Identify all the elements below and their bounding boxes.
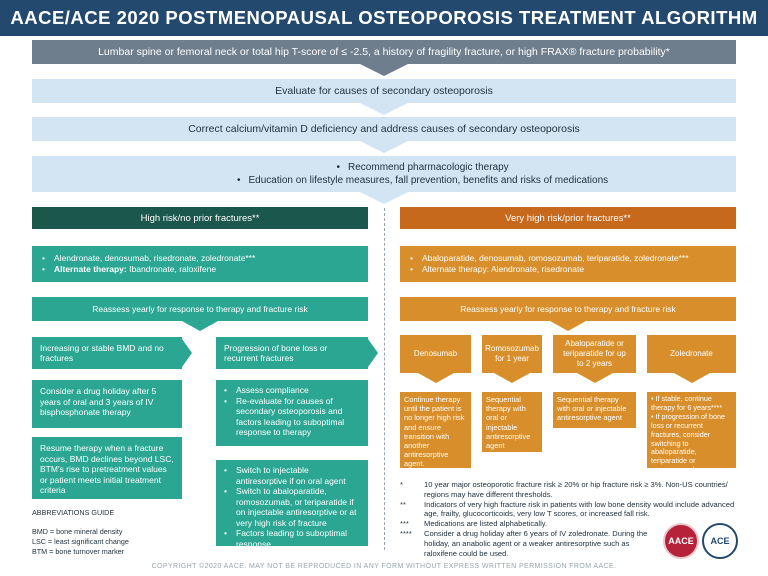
zoledronate-detail-text: • If stable, continue therapy for 6 years**** • If progression of bone loss or recurrent fractures, consider switching to abaloparatide, teriparatide or romosozumab: [651, 394, 726, 475]
left-reassess-box: [32, 297, 368, 321]
right-reassess-text: Reassess yearly for response to therapy and fracture risk: [460, 304, 676, 314]
evaluate-box: [32, 79, 736, 103]
abbreviations-guide: [32, 508, 212, 557]
aace-logo: [663, 523, 699, 559]
high-risk-alternate: [42, 264, 358, 275]
romosozumab-label: Romosozumab for 1 year: [485, 344, 539, 363]
recommend-item: • Education on lifestyle measures, fall prevention, benefits and risks of medications: [237, 174, 608, 187]
zoledronate-label: Zoledronate: [670, 349, 713, 358]
high-risk-therapy: • Alendronate, denosumab, risedronate, zoledronate***: [42, 253, 358, 264]
correct-text: Correct calcium/vitamin D deficiency and address causes of secondary osteoporosis: [188, 123, 580, 135]
abbreviations-title: ABBREVIATIONS GUIDE: [32, 508, 115, 517]
switch-item: • Switch to abaloparatide, romosozumab, or teriparatide if on injectable antiresorptive or at very high risk of fracture: [224, 486, 360, 528]
high-risk-therapy-box: [32, 246, 368, 282]
footnote: [400, 500, 740, 520]
very-high-risk-therapy-box: [400, 246, 736, 282]
footnote-mark: **: [400, 499, 406, 509]
switch-item: • Switch to injectable antiresorptive if on oral agent: [224, 465, 360, 486]
abaloparatide-label: Abaloparatide or teriparatide for up to 2 years: [563, 339, 626, 368]
footnote: [400, 529, 655, 558]
abbreviation-item: LSC = least significant change: [32, 537, 129, 546]
abbreviation-item: BTM = bone turnover marker: [32, 547, 125, 556]
copyright-footer: COPYRIGHT ©2020 AACE. MAY NOT BE REPRODUCED IN ANY FORM WITHOUT EXPRESS WRITTEN PERMISSION FROM AACE.: [151, 562, 617, 570]
abaloparatide-header: [553, 335, 636, 373]
resume-therapy-text: Resume therapy when a fracture occurs, BMD declines beyond LSC, BTM's rise to pretreatment values or patient meets initial treatment criteria: [40, 443, 174, 495]
stable-bmd-box: [32, 337, 182, 369]
switch-box: [216, 460, 368, 549]
denosumab-detail-text: Continue therapy until the patient is no longer high risk and ensure transition with another antiresorptive agent.: [404, 395, 465, 469]
footnote-mark: ****: [400, 528, 412, 538]
romosozumab-header: [482, 335, 542, 373]
abaloparatide-detail: [553, 392, 636, 428]
recommend-item: • Recommend pharmacologic therapy: [237, 161, 608, 174]
high-risk-header: High risk/no prior fractures**: [32, 207, 368, 229]
alternate-label: Alternate therapy:: [54, 264, 127, 274]
recommend-list: [32, 161, 608, 187]
very-high-risk-alternate: • Alternate therapy: Alendronate, risedronate: [410, 264, 726, 275]
footnote-text: 10 year major osteoporotic fracture risk ≥ 20% or hip fracture risk ≥ 3%. Non-US countries/ regions may have different thresholds.: [424, 480, 728, 499]
assess-item: • Re-evaluate for causes of secondary osteoporosis and factors leading to suboptimal response to therapy: [224, 396, 360, 438]
assess-box: [216, 380, 368, 446]
ace-logo: [702, 523, 738, 559]
column-divider: [384, 208, 385, 550]
left-reassess-text: Reassess yearly for response to therapy and fracture risk: [92, 304, 308, 314]
correct-box: [32, 117, 736, 141]
drug-holiday-text: Consider a drug holiday after 5 years of oral and 3 years of IV bisphosphonate therapy: [40, 386, 157, 417]
zoledronate-header: [647, 335, 736, 373]
denosumab-header: [400, 335, 471, 373]
footnote-mark: ***: [400, 519, 409, 529]
criteria-text: Lumbar spine or femoral neck or total hip T-score of ≤ -2.5, a history of fragility fracture, or high FRAX® fracture probability*: [98, 46, 670, 58]
denosumab-label: Denosumab: [413, 349, 458, 358]
evaluate-text: Evaluate for causes of secondary osteoporosis: [275, 85, 493, 97]
progression-box: [216, 337, 368, 369]
very-high-risk-therapy: • Abaloparatide, denosumab, romosozumab, teriparatide, zoledronate***: [410, 253, 726, 264]
romosozumab-detail: [482, 392, 542, 452]
abbreviation-item: BMD = bone mineral density: [32, 527, 123, 536]
assess-item: • Assess compliance: [224, 385, 360, 396]
very-high-risk-header: Very high risk/prior fractures**: [400, 207, 736, 229]
aace-logo-text: AACE: [668, 536, 694, 546]
page-title: AACE/ACE 2020 POSTMENOPAUSAL OSTEOPOROSIS TREATMENT ALGORITHM: [0, 0, 768, 36]
ace-logo-text: ACE: [710, 536, 730, 546]
criteria-box: [32, 40, 736, 64]
recommend-box: [32, 156, 736, 192]
progression-text: Progression of bone loss or recurrent fractures: [224, 343, 328, 363]
drug-holiday-box: [32, 380, 182, 428]
stable-bmd-text: Increasing or stable BMD and no fractures: [40, 343, 164, 363]
resume-therapy-box: [32, 437, 182, 499]
abaloparatide-detail-text: Sequential therapy with oral or injectable antiresorptive agent: [557, 395, 627, 423]
denosumab-detail: [400, 392, 471, 468]
alternate-text: Ibandronate, raloxifene: [129, 264, 217, 274]
right-reassess-box: [400, 297, 736, 321]
zoledronate-detail: [647, 392, 736, 475]
footnote-text: Indicators of very high fracture risk in patients with low bone density would include advanced age, frailty, glucocorticoids, very low T scores, or increased fall risk.: [424, 499, 735, 519]
switch-item: • Factors leading to suboptimal response: [224, 528, 360, 549]
footnote-mark: *: [400, 480, 403, 489]
footnote-text: Medications are listed alphabetically.: [424, 519, 548, 529]
footnote: [400, 480, 740, 500]
romosozumab-detail-text: Sequential therapy with oral or injectable antiresorptive agent: [486, 395, 531, 451]
footnote-text: Consider a drug holiday after 6 years of IV zoledronate. During the holiday, an anabolic agent or a weaker antiresorptive such as raloxifene could be used.: [424, 528, 648, 558]
